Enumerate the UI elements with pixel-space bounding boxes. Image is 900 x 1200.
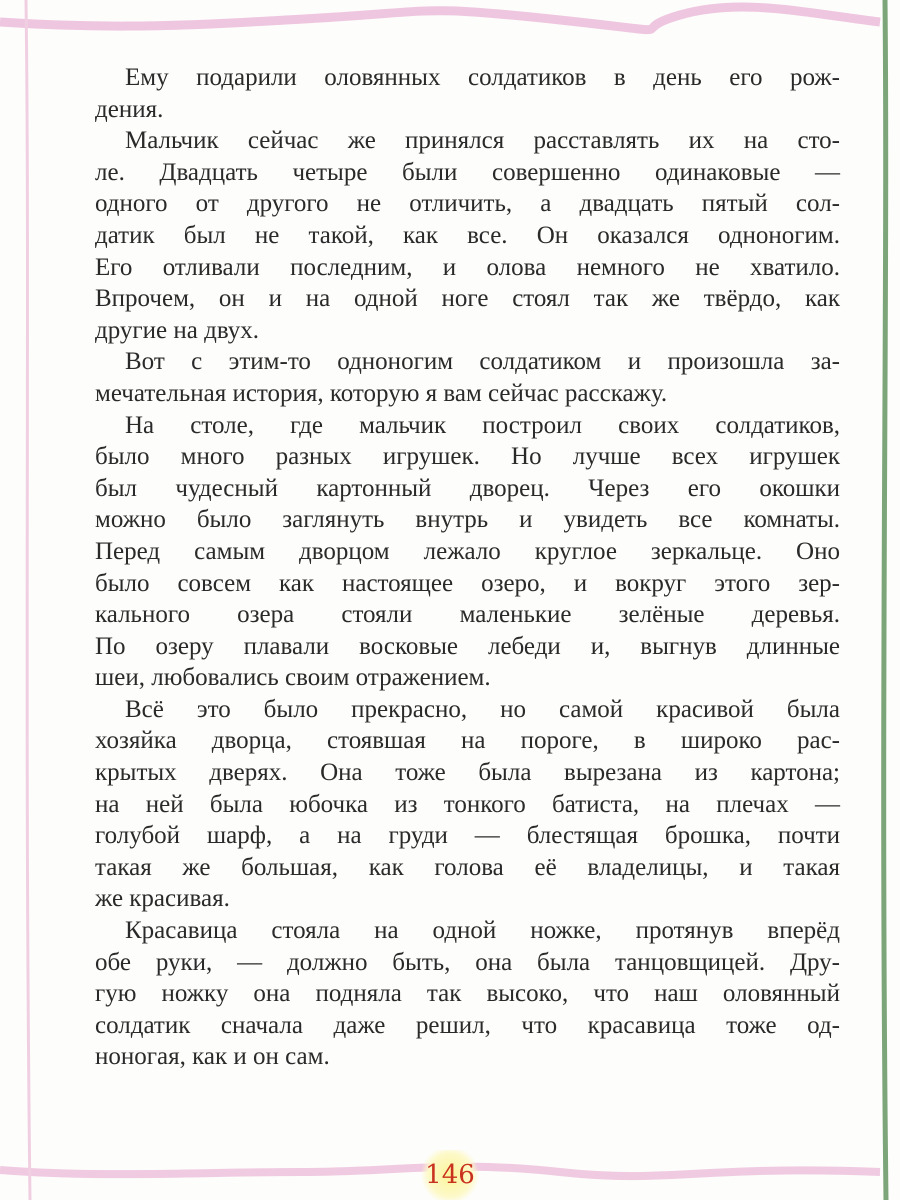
left-pink-stroke — [26, 0, 30, 1200]
paragraph — [95, 410, 840, 694]
text-line: крытых дверях. Она тоже была вырезана из картона; — [95, 759, 840, 787]
text-line: Вот с этим-то одноногим солдатиком и произошла за- — [125, 348, 840, 376]
text-line: одного от другого не отличить, а двадцать пятый сол- — [95, 190, 840, 218]
text-line: Всё это было прекрасно, но самой красивой была — [125, 695, 840, 723]
text-line: дения. — [95, 95, 164, 123]
text-line: можно было заглянуть внутрь и увидеть все комнаты. — [95, 506, 840, 534]
text-line: на ней была юбочка из тонкого батиста, на плечах — — [95, 790, 840, 818]
story-text — [95, 62, 840, 1073]
text-line: голубой шарф, а на груди — блестящая брошка, почти — [95, 822, 840, 850]
text-line: Ему подарили оловянных солдатиков в день его рож- — [125, 64, 840, 91]
text-line: шеи, любовались своим отражением. — [95, 664, 491, 692]
text-line: было совсем как настоящее озеро, и вокруг этого зер- — [95, 569, 840, 597]
text-line: На столе, где мальчик построил своих солдатиков, — [125, 411, 840, 439]
text-line: гую ножку она подняла так высоко, что наш оловянный — [95, 980, 840, 1008]
text-line: такая же большая, как голова её владелицы, и такая — [95, 853, 840, 881]
text-line: хозяйка дворца, стоявшая на пороге, в широко рас- — [95, 727, 840, 755]
text-line: был чудесный картонный дворец. Через его окошки — [95, 474, 840, 502]
text-line: другие на двух. — [95, 316, 260, 344]
text-line: же красивая. — [95, 885, 230, 913]
text-line: Перед самым дворцом лежало круглое зеркальце. Оно — [95, 537, 840, 565]
text-line: датик был не такой, как все. Он оказался одноногим. — [95, 221, 840, 249]
page-number: 146 — [420, 1150, 480, 1200]
top-pink-stroke — [0, 7, 880, 30]
text-line: обе руки, — должно быть, она была танцовщицей. Дру- — [95, 948, 840, 976]
paragraph — [95, 125, 840, 346]
text-line: ноногая, как и он сам. — [95, 1043, 330, 1071]
right-green-stem — [884, 0, 886, 1200]
text-line: солдатик сначала даже решил, что красавица тоже од- — [95, 1011, 840, 1039]
text-line: Красавица стояла на одной ножке, протянув вперёд — [125, 917, 840, 945]
paragraph — [95, 346, 840, 409]
paragraph — [95, 62, 840, 125]
text-line: Впрочем, он и на одной ноге стоял так же твёрдо, как — [95, 285, 840, 313]
text-line: ле. Двадцать четыре были совершенно одинаковые — — [95, 158, 840, 186]
text-line: Его отливали последним, и олова немного не хватило. — [95, 253, 840, 281]
paragraph — [95, 915, 840, 1073]
text-line: кального озера стояли маленькие зелёные деревья. — [95, 601, 840, 629]
text-line: было много разных игрушек. Но лучше всех игрушек — [95, 443, 840, 471]
text-line: По озеру плавали восковые лебеди и, выгнув длинные — [95, 632, 840, 660]
text-line: мечательная история, которую я вам сейчас расскажу. — [95, 379, 668, 407]
paragraph — [95, 694, 840, 915]
text-line: Мальчик сейчас же принялся расставлять их на сто- — [125, 127, 840, 155]
